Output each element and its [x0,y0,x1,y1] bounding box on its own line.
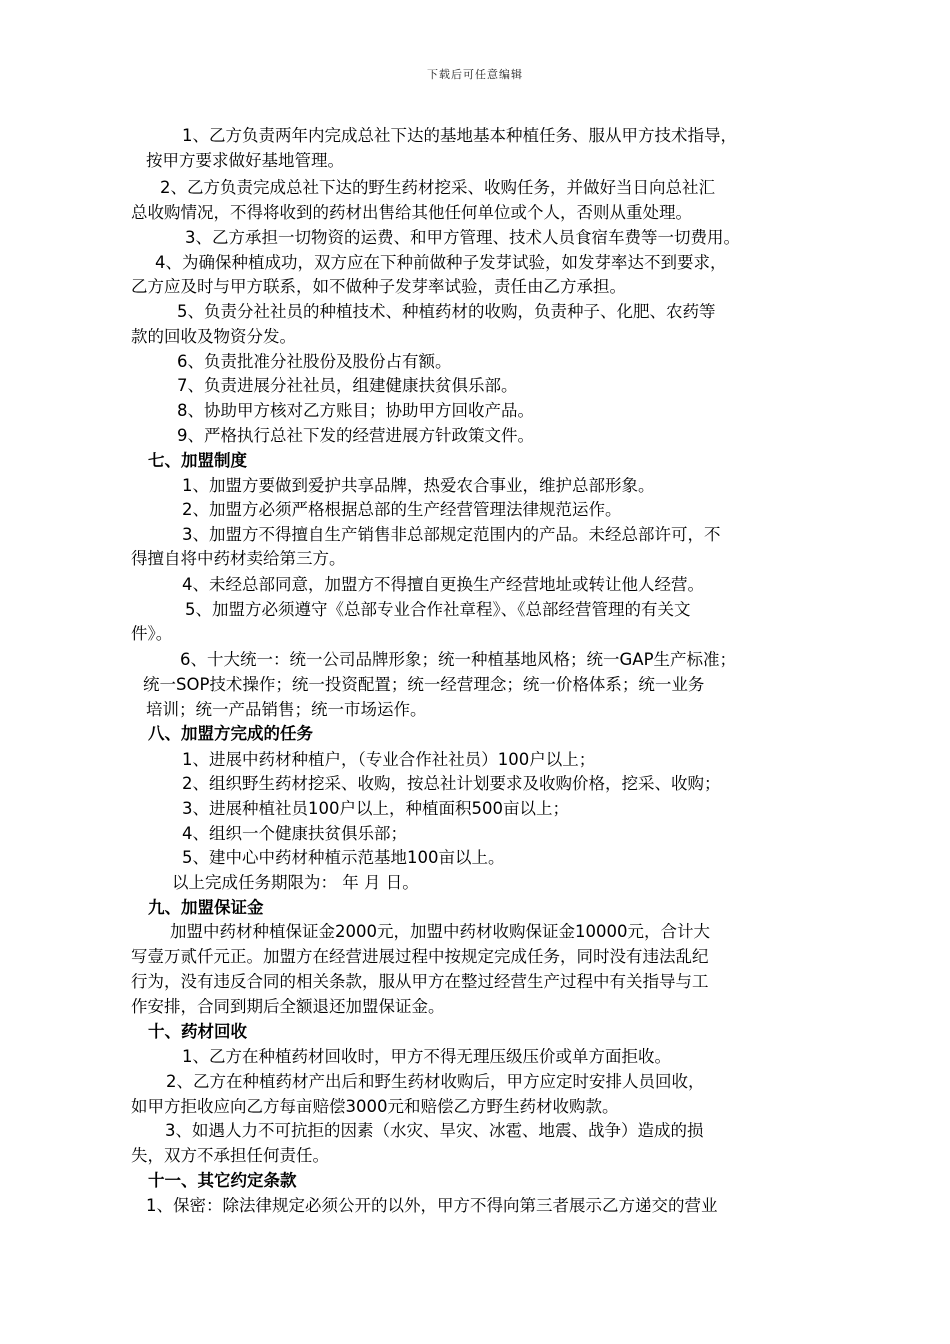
text-line: 5、负责分社社员的种植技术、种植药材的收购，负责种子、化肥、农药等 [177,302,716,321]
text-line: 5、建中心中药材种植示范基地100亩以上。 [182,848,505,867]
section-heading: 八、加盟方完成的任务 [148,724,313,743]
text-line: 1、保密：除法律规定必须公开的以外，甲方不得向第三者展示乙方递交的营业 [146,1196,718,1215]
text-line: 作安排，合同到期后全额退还加盟保证金。 [131,997,445,1016]
text-line: 1、进展中药材种植户，（专业合作社社员）100户以上； [182,750,596,769]
text-line: 7、负责进展分社社员，组建健康扶贫俱乐部。 [177,376,518,395]
text-line: 8、协助甲方核对乙方账目；协助甲方回收产品。 [177,401,534,420]
section-heading: 十一、其它约定条款 [148,1171,297,1190]
text-line: 5、加盟方必须遵守《总部专业合作社章程》、《总部经营管理的有关文 [185,600,691,619]
text-line: 3、乙方承担一切物资的运费、和甲方管理、技术人员食宿车费等一切费用。 [185,228,740,247]
section-heading: 七、加盟制度 [148,451,247,470]
text-line: 2、组织野生药材挖采、收购，按总社计划要求及收购价格，挖采、收购； [182,774,721,793]
text-line: 4、为确保种植成功，双方应在下种前做种子发芽试验，如发芽率达不到要求， [155,253,727,272]
text-line: 2、乙方负责完成总社下达的野生药材挖采、收购任务，并做好当日向总社汇 [160,178,715,197]
text-line: 如甲方拒收应向乙方每亩赔偿3000元和赔偿乙方野生药材收购款。 [131,1097,619,1116]
text-line: 得擅自将中药材卖给第三方。 [131,549,346,568]
page-header: 下载后可任意编辑 [427,68,523,81]
text-line: 3、加盟方不得擅自生产销售非总部规定范围内的产品。未经总部许可，不 [182,525,721,544]
text-line: 4、组织一个健康扶贫俱乐部； [182,824,407,843]
text-line: 培训；统一产品销售；统一市场运作。 [146,700,427,719]
text-line: 6、负责批准分社股份及股份占有额。 [177,352,452,371]
text-line: 加盟中药材种植保证金2000元，加盟中药材收购保证金10000元，合计大 [170,922,710,941]
section-heading: 九、加盟保证金 [148,898,264,917]
text-line: 以上完成任务期限为： 年 月 日。 [172,873,419,892]
text-line: 1、乙方负责两年内完成总社下达的基地基本种植任务、服从甲方技术指导， [182,126,737,145]
text-line: 6、十大统一：统一公司品牌形象；统一种植基地风格；统一GAP生产标准； [180,650,737,669]
text-line: 2、乙方在种植药材产出后和野生药材收购后，甲方应定时安排人员回收， [166,1072,705,1091]
text-line: 1、乙方在种植药材回收时，甲方不得无理压级压价或单方面拒收。 [182,1047,671,1066]
text-line: 写壹万贰仟元正。加盟方在经营进展过程中按规定完成任务，同时没有违法乱纪 [131,947,709,966]
text-line: 2、加盟方必须严格根据总部的生产经营管理法律规范运作。 [182,500,622,519]
text-line: 3、进展种植社员100户以上，种植面积500亩以上； [182,799,569,818]
text-line: 9、严格执行总社下发的经营进展方针政策文件。 [177,426,534,445]
text-line: 总收购情况，不得将收到的药材出售给其他任何单位或个人，否则从重处理。 [131,203,692,222]
text-line: 4、未经总部同意，加盟方不得擅自更换生产经营地址或转让他人经营。 [182,575,704,594]
text-line: 乙方应及时与甲方联系，如不做种子发芽率试验，责任由乙方承担。 [131,277,626,296]
text-line: 款的回收及物资分发。 [131,327,296,346]
text-line: 统一SOP技术操作；统一投资配置；统一经营理念；统一价格体系；统一业务 [143,675,705,694]
text-line: 失，双方不承担任何责任。 [131,1146,329,1165]
text-line: 1、加盟方要做到爱护共享品牌，热爱农合事业，维护总部形象。 [182,476,655,495]
section-heading: 十、药材回收 [148,1022,247,1041]
text-line: 按甲方要求做好基地管理。 [146,151,344,170]
text-line: 件》。 [131,624,173,643]
text-line: 3、如遇人力不可抗拒的因素（水灾、旱灾、冰雹、地震、战争）造成的损 [165,1121,704,1140]
text-line: 行为，没有违反合同的相关条款，服从甲方在整过经营生产过程中有关指导与工 [131,972,709,991]
